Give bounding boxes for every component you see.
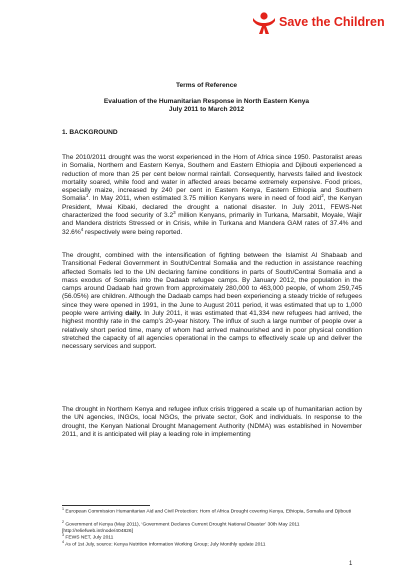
footnote-2: $^2$ Government of Kenya (May 2011), ‘Government Declares Current Drought National Disaster’ 30th May 2011 [http://reliefweb.int/node/404826]	[62, 520, 300, 534]
footnote-divider	[62, 505, 150, 506]
paragraph-refugee-influx: The drought, combined with the intensification of fighting between the Islamist Al Shabaab and Transitional Federal Government in South/Central Somalia and the reduction in assistance reaching affected Somalis led to the UN declaring famine conditions in parts of South/Central Somalia and a mass exodus of Somalis into the Dadaab refugee camps. By January 2012, the population in the camps around Dadaab had grown from approximately 280,000 to 463,000 people, of whom 259,745 (56.05%) are children. Although the Dadaab camps had been experiencing a steady trickle of refugees since they were opened in 1991, in the June to August 2011 period, it was estimated that up to 1,000 people were arriving daily. In July 2011, it was estimated that 41,334 new refugees had arrived, the highest monthly rate in the camp’s 20-year history. The influx of such a large number of people over a relatively short period time, many of whom had arrived malnourished and in poor physical condition stretched the capacity of all agencies operational in the camps to effectively scale up and deliver the necessary services and support.	[62, 252, 362, 351]
terms-of-reference-title: Terms of Reference	[175, 82, 238, 89]
section-heading: 1. BACKGROUND	[62, 129, 118, 136]
document-date-range: July 2011 to March 2012	[168, 106, 245, 113]
footnote-3: $^3$ FEWS NET, July 2011	[62, 533, 114, 541]
save-the-children-logo	[252, 12, 402, 34]
stick-figure-logo-icon	[252, 12, 276, 34]
paragraph-drought: The 2010/2011 drought was the worst experienced in the Horn of Africa since 1950. Pastoralist areas in Somalia, Northern and Eastern Kenya, Southern and Eastern Ethiopia and Djibouti experienced a reduction of more than 25 per cent below normal rainfall. Consequently, harvests failed and livestock mortality soared, while food and water in affected areas became extremely expensive. Food prices, especially maize, increased by 240 per cent in Eastern Kenya, Eastern Ethiopia and Southern Somalia$^1$. In May 2011, when estimated 3.75 million Kenyans were in need of food aid$^2$, the Kenyan President, Mwai Kibaki, declared the drought a national disaster. In July 2011, FEWS-Net characterized the food security of $3.2^3$ million Kenyans, primarily in Turkana, Marsabit, Moyale, Wajir and Mandera districts Stressed or in Crisis, while in Turkana and Mandera GAM rates of 37.4% and 32.6%$^4$ respectively were being reported.	[62, 154, 363, 236]
logo-text: Save the Children	[279, 15, 385, 29]
document-title: Evaluation of the Humanitarian Response in North Eastern Kenya	[103, 98, 310, 105]
footnote-1: $^1$ European Commission Humanitarian Aid and Civil Protection: Horn of Africa Drought covering Kenya, Ethiopia, Somalia and Djibouti	[62, 507, 352, 515]
page-number: 1	[349, 561, 353, 567]
paragraph-humanitarian-response: The drought in Northern Kenya and refugee influx crisis triggered a scale up of humanitarian action by the UN agencies, INGOs, local NGOs, the private sector, GoK and individuals. In response to the drought, the Kenyan National Drought Management Authority (NDMA) was established in November 2011, and it is anticipated will play a leading role in implementing	[62, 406, 362, 438]
footnote-4: $^4$ As of 1st July, source: Kenya Nutrition Information Working Group; July Monthly update 2011	[62, 539, 266, 548]
